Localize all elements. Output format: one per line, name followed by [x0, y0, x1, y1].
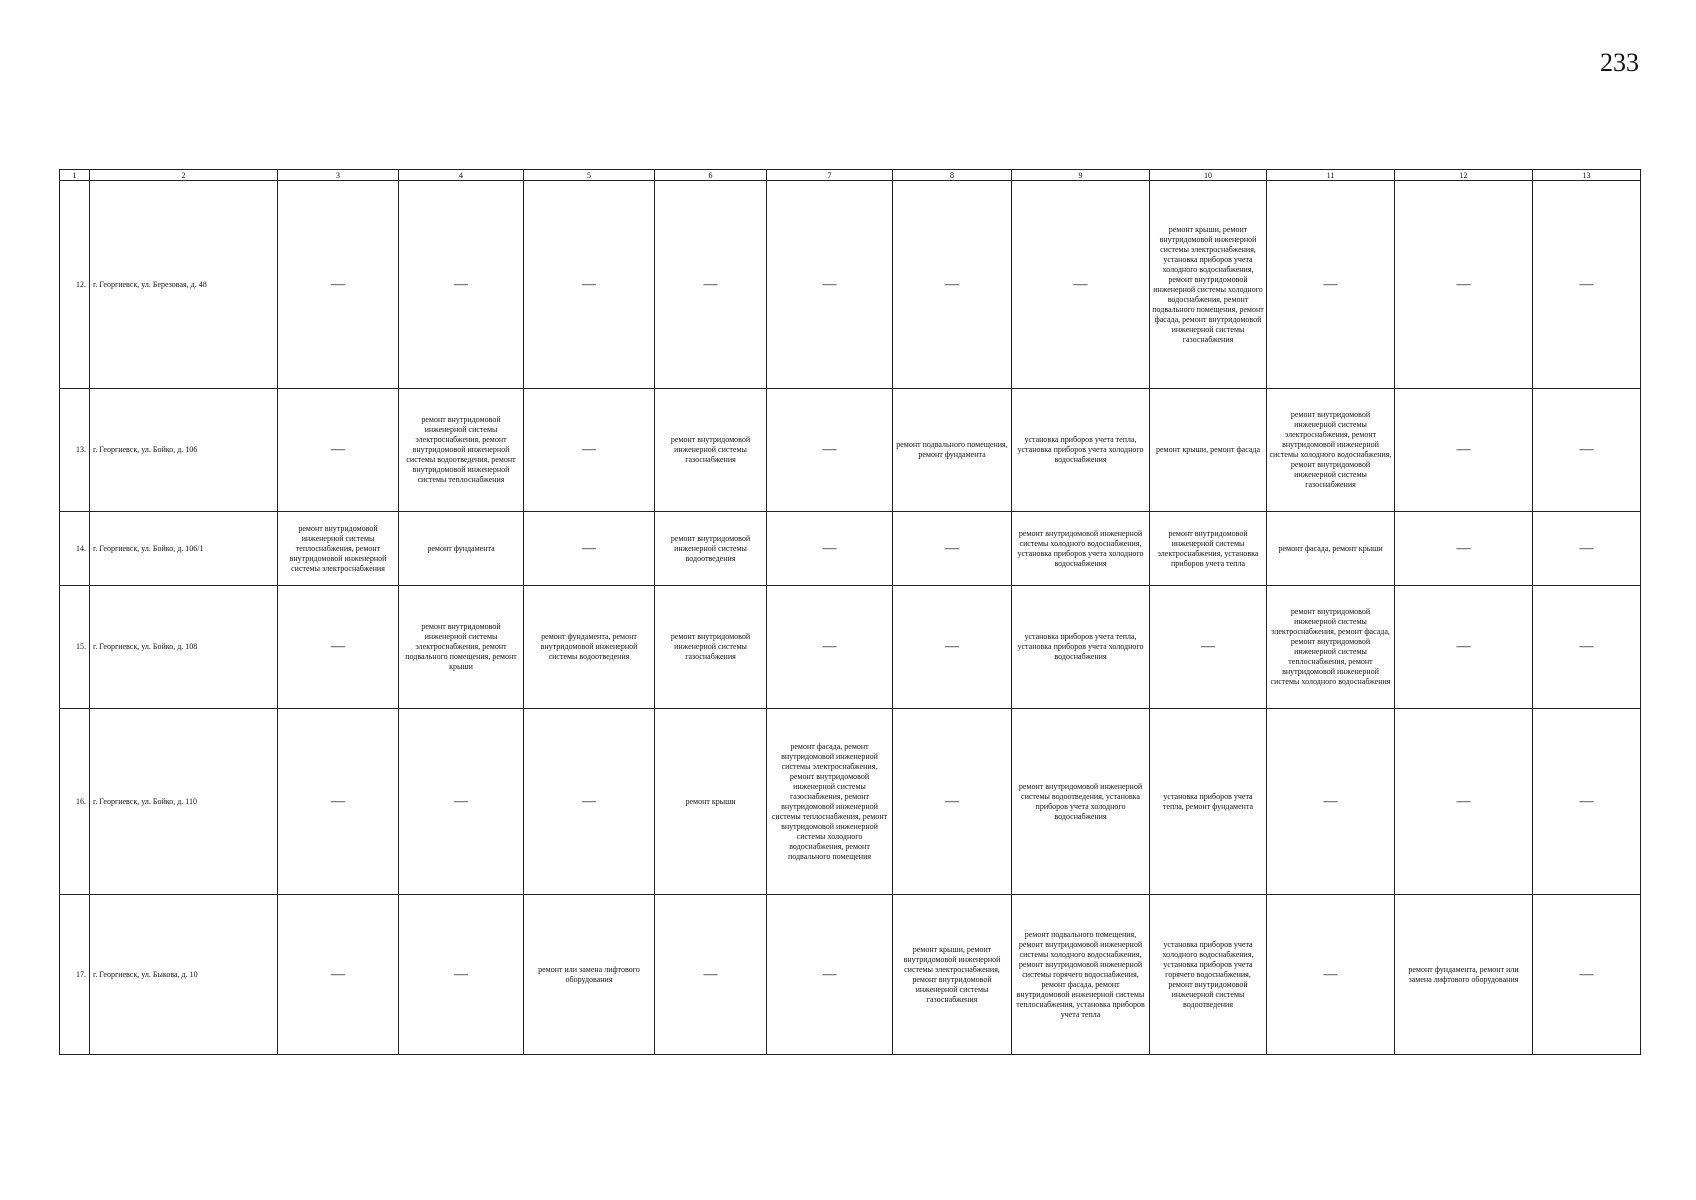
address-cell: г. Георгиевск, ул. Бойко, д. 106/1 — [90, 512, 278, 586]
column-number: 11 — [1267, 170, 1395, 181]
table-row — [60, 389, 1641, 512]
empty-cell-dash: — — [1533, 895, 1641, 1055]
empty-cell-dash: — — [1533, 709, 1641, 895]
column-number: 9 — [1012, 170, 1150, 181]
work-description-cell: установка приборов учета холодного водоснабжения, установка приборов учета горячего водоснабжения, ремонт внутридомовой инженерной системы водоотведения — [1150, 895, 1267, 1055]
column-number: 1 — [60, 170, 90, 181]
row-number: 12. — [60, 181, 90, 389]
empty-cell-dash: — — [278, 181, 399, 389]
empty-cell-dash: — — [278, 586, 399, 709]
work-description-cell: ремонт внутридомовой инженерной системы электроснабжения, ремонт подвального помещения, ремонт крыши — [399, 586, 524, 709]
empty-cell-dash: — — [1395, 389, 1533, 512]
empty-cell-dash: — — [1533, 512, 1641, 586]
empty-cell-dash: — — [524, 389, 655, 512]
column-number: 12 — [1395, 170, 1533, 181]
empty-cell-dash: — — [1395, 709, 1533, 895]
empty-cell-dash: — — [278, 709, 399, 895]
work-description-cell: ремонт внутридомовой инженерной системы водоотведения, установка приборов учета холодного водоснабжения — [1012, 709, 1150, 895]
column-number: 6 — [655, 170, 767, 181]
column-number: 13 — [1533, 170, 1641, 181]
empty-cell-dash: — — [893, 512, 1012, 586]
work-description-cell: ремонт фундамента, ремонт внутридомовой инженерной системы водоотведения — [524, 586, 655, 709]
work-description-cell: ремонт внутридомовой инженерной системы электроснабжения, ремонт внутридомовой инженерной системы холодного водоснабжения, ремонт внутридомовой инженерной системы газоснабжения — [1267, 389, 1395, 512]
empty-cell-dash: — — [893, 709, 1012, 895]
column-number: 8 — [893, 170, 1012, 181]
column-number-row — [60, 170, 1641, 181]
page-number: 233 — [1600, 48, 1639, 77]
empty-cell-dash: — — [1395, 586, 1533, 709]
table-row — [60, 709, 1641, 895]
work-description-cell: ремонт подвального помещения, ремонт фундамента — [893, 389, 1012, 512]
empty-cell-dash: — — [1267, 895, 1395, 1055]
table-row — [60, 895, 1641, 1055]
work-description-cell: установка приборов учета тепла, установка приборов учета холодного водоснабжения — [1012, 389, 1150, 512]
work-description-cell: ремонт крыши, ремонт внутридомовой инженерной системы электроснабжения, установка приборов учета холодного водоснабжения, ремонт внутридомовой инженерной системы холодного водоснабжения, ремонт подвального помещения, ремонт фасада, ремонт внутридомовой инженерной системы газоснабжения — [1150, 181, 1267, 389]
address-cell: г. Георгиевск, ул. Бойко, д. 106 — [90, 389, 278, 512]
work-description-cell: ремонт внутридомовой инженерной системы теплоснабжения, ремонт внутридомовой инженерной системы электроснабжения — [278, 512, 399, 586]
empty-cell-dash: — — [1150, 586, 1267, 709]
work-description-cell: ремонт внутридомовой инженерной системы электроснабжения, установка приборов учета тепла — [1150, 512, 1267, 586]
empty-cell-dash: — — [524, 512, 655, 586]
row-number: 14. — [60, 512, 90, 586]
work-description-cell: установка приборов учета тепла, ремонт фундамента — [1150, 709, 1267, 895]
column-number: 4 — [399, 170, 524, 181]
row-number: 13. — [60, 389, 90, 512]
empty-cell-dash: — — [1395, 181, 1533, 389]
table-row — [60, 512, 1641, 586]
empty-cell-dash: — — [893, 586, 1012, 709]
work-description-cell: ремонт фундамента, ремонт или замена лифтового оборудования — [1395, 895, 1533, 1055]
empty-cell-dash: — — [399, 181, 524, 389]
empty-cell-dash: — — [1533, 389, 1641, 512]
empty-cell-dash: — — [767, 181, 893, 389]
empty-cell-dash: — — [524, 709, 655, 895]
row-number: 17. — [60, 895, 90, 1055]
work-description-cell: ремонт крыши, ремонт фасада — [1150, 389, 1267, 512]
work-description-cell: ремонт фасада, ремонт крыши — [1267, 512, 1395, 586]
work-description-cell: установка приборов учета тепла, установка приборов учета холодного водоснабжения — [1012, 586, 1150, 709]
column-number: 5 — [524, 170, 655, 181]
empty-cell-dash: — — [399, 895, 524, 1055]
column-number: 7 — [767, 170, 893, 181]
repair-plan-table — [59, 169, 1641, 1055]
empty-cell-dash: — — [1267, 181, 1395, 389]
empty-cell-dash: — — [399, 709, 524, 895]
table-row — [60, 181, 1641, 389]
work-description-cell: ремонт внутридомовой инженерной системы электроснабжения, ремонт фасада, ремонт внутридомовой инженерной системы теплоснабжения, ремонт внутридомовой инженерной системы холодного водоснабжения — [1267, 586, 1395, 709]
empty-cell-dash: — — [278, 389, 399, 512]
empty-cell-dash: — — [1533, 181, 1641, 389]
empty-cell-dash: — — [767, 586, 893, 709]
table-row — [60, 586, 1641, 709]
work-description-cell: ремонт или замена лифтового оборудования — [524, 895, 655, 1055]
work-description-cell: ремонт внутридомовой инженерной системы газоснабжения — [655, 389, 767, 512]
empty-cell-dash: — — [767, 895, 893, 1055]
empty-cell-dash: — — [1012, 181, 1150, 389]
empty-cell-dash: — — [655, 181, 767, 389]
empty-cell-dash: — — [1533, 586, 1641, 709]
empty-cell-dash: — — [767, 512, 893, 586]
column-number: 10 — [1150, 170, 1267, 181]
work-description-cell: ремонт крыши — [655, 709, 767, 895]
address-cell: г. Георгиевск, ул. Бойко, д. 108 — [90, 586, 278, 709]
address-cell: г. Георгиевск, ул. Быкова, д. 10 — [90, 895, 278, 1055]
empty-cell-dash: — — [278, 895, 399, 1055]
empty-cell-dash: — — [524, 181, 655, 389]
empty-cell-dash: — — [655, 895, 767, 1055]
row-number: 16. — [60, 709, 90, 895]
empty-cell-dash: — — [893, 181, 1012, 389]
work-description-cell: ремонт внутридомовой инженерной системы водоотведения — [655, 512, 767, 586]
empty-cell-dash: — — [767, 389, 893, 512]
column-number: 3 — [278, 170, 399, 181]
column-number: 2 — [90, 170, 278, 181]
work-description-cell: ремонт подвального помещения, ремонт внутридомовой инженерной системы холодного водоснабжения, ремонт внутридомовой инженерной системы горячего водоснабжения, ремонт фасада, ремонт внутридомовой инженерной системы теплоснабжения, установка приборов учета тепла — [1012, 895, 1150, 1055]
work-description-cell: ремонт фундамента — [399, 512, 524, 586]
work-description-cell: ремонт крыши, ремонт внутридомовой инженерной системы электроснабжения, ремонт внутридомовой инженерной системы газоснабжения — [893, 895, 1012, 1055]
work-description-cell: ремонт внутридомовой инженерной системы холодного водоснабжения, установка приборов учета холодного водоснабжения — [1012, 512, 1150, 586]
work-description-cell: ремонт внутридомовой инженерной системы газоснабжения — [655, 586, 767, 709]
empty-cell-dash: — — [1395, 512, 1533, 586]
empty-cell-dash: — — [1267, 709, 1395, 895]
address-cell: г. Георгиевск, ул. Березовая, д. 48 — [90, 181, 278, 389]
row-number: 15. — [60, 586, 90, 709]
address-cell: г. Георгиевск, ул. Бойко, д. 110 — [90, 709, 278, 895]
work-description-cell: ремонт внутридомовой инженерной системы электроснабжения, ремонт внутридомовой инженерной системы водоотведения, ремонт внутридомовой инженерной системы теплоснабжения — [399, 389, 524, 512]
work-description-cell: ремонт фасада, ремонт внутридомовой инженерной системы электроснабжения, ремонт внутридомовой инженерной системы газоснабжения, ремонт внутридомовой инженерной системы теплоснабжения, ремонт внутридомовой инженерной системы холодного водоснабжения, ремонт подвального помещения — [767, 709, 893, 895]
